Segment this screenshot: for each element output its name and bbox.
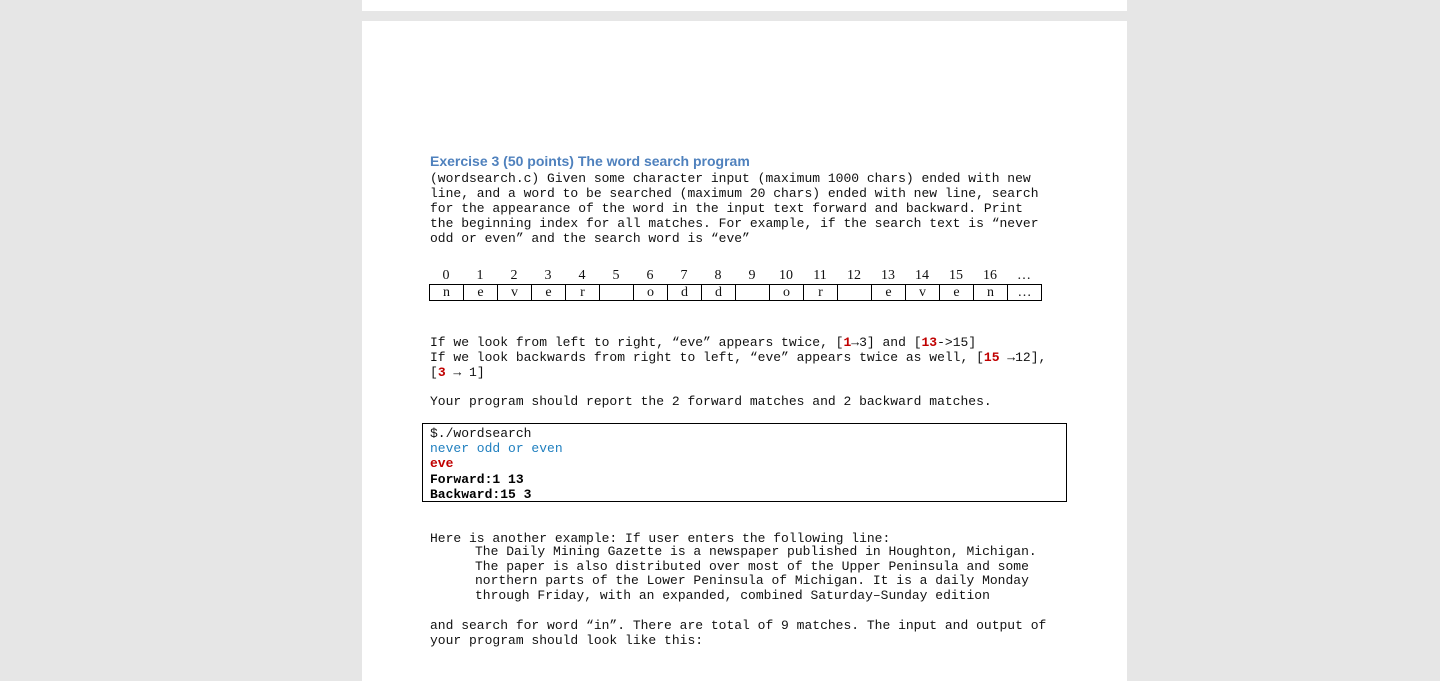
index-cell: 7: [680, 268, 688, 283]
char-cell: e: [872, 284, 906, 301]
intro-line: line, and a word to be searched (maximum 20 chars) ended with new line, search: [430, 186, 1039, 201]
text: If we look backwards from right to left, “eve” appears twice as well, [: [430, 350, 984, 365]
index-cell: 14: [915, 268, 929, 283]
explain-line: [430, 335, 1046, 350]
explanation: [430, 335, 1046, 380]
text: → 1]: [445, 365, 485, 380]
index-cell: 13: [881, 268, 895, 283]
intro-line: the beginning index for all matches. For example, if the search text is “never: [430, 216, 1039, 231]
index-cell: 10: [779, 268, 793, 283]
document-page: [362, 21, 1127, 681]
index-cell: 0: [442, 268, 450, 283]
index-cell: 8: [714, 268, 722, 283]
char-cell: d: [702, 284, 736, 301]
quote-line: The Daily Mining Gazette is a newspaper published in Houghton, Michigan.: [475, 544, 1037, 559]
highlight-index: 1: [843, 335, 852, 350]
char-cell: d: [668, 284, 702, 301]
text: [: [430, 365, 438, 380]
terminal-output-box: [422, 423, 1067, 502]
text: →3] and [: [851, 335, 922, 350]
search-line: and search for word “in”. There are total of 9 matches. The input and output of: [430, 618, 1047, 633]
index-cell: 11: [813, 268, 827, 283]
report-line: Your program should report the 2 forward matches and 2 backward matches.: [430, 394, 992, 409]
char-cell: …: [1008, 284, 1042, 301]
index-cell: 15: [949, 268, 963, 283]
index-row: [429, 267, 1041, 284]
intro-line: odd or even” and the search word is “eve”: [430, 231, 750, 246]
char-cell: [838, 284, 872, 301]
terminal-command: $./wordsearch: [430, 426, 532, 441]
search-paragraph: [430, 618, 1046, 648]
terminal-forward: Forward:1 13: [430, 471, 524, 487]
index-cell: …: [1017, 268, 1031, 283]
terminal-input-word: eve: [430, 456, 454, 472]
previous-page-bottom: [362, 0, 1127, 11]
intro-line: (wordsearch.c) Given some character input (maximum 1000 chars) ended with new: [430, 171, 1031, 186]
highlight-index: 13: [921, 335, 938, 350]
index-cell: 3: [544, 268, 552, 283]
char-cell: n: [430, 284, 464, 301]
char-cell: e: [464, 284, 498, 301]
char-cell: [600, 284, 634, 301]
terminal-backward: Backward:15 3: [430, 486, 532, 502]
quote-line: through Friday, with an expanded, combined Saturday–Sunday edition: [475, 587, 990, 603]
index-cell: 12: [847, 268, 861, 283]
char-cell: o: [634, 284, 668, 301]
search-line: your program should look like this:: [430, 633, 704, 648]
index-cell: 1: [476, 268, 484, 283]
quote-line: northern parts of the Lower Peninsula of Michigan. It is a daily Monday: [475, 573, 1029, 589]
intro-paragraph: [430, 171, 1039, 246]
index-cell: 4: [578, 268, 586, 283]
char-cell: v: [498, 284, 532, 301]
example-quote: [475, 545, 1037, 603]
char-cell: e: [532, 284, 566, 301]
char-cell: o: [770, 284, 804, 301]
char-cell: e: [940, 284, 974, 301]
text: →12],: [999, 350, 1047, 365]
explain-line: [430, 350, 1046, 365]
char-cell: n: [974, 284, 1008, 301]
char-cell: r: [566, 284, 600, 301]
text: If we look from left to right, “eve” appears twice, [: [430, 335, 844, 350]
highlight-index: 15: [983, 350, 1000, 365]
text: ->15]: [937, 335, 977, 350]
char-cell: v: [906, 284, 940, 301]
highlight-index: 3: [437, 365, 446, 380]
intro-line: for the appearance of the word in the input text forward and backward. Print: [430, 201, 1023, 216]
exercise-heading: Exercise 3 (50 points) The word search program: [430, 153, 750, 169]
quote-line: The paper is also distributed over most of the Upper Peninsula and some: [475, 558, 1029, 574]
character-row: [429, 284, 1042, 301]
char-cell: r: [804, 284, 838, 301]
char-cell: [736, 284, 770, 301]
index-cell: 9: [748, 268, 756, 283]
index-cell: 6: [646, 268, 654, 283]
terminal-input-text: never odd or even: [430, 441, 563, 457]
index-cell: 2: [510, 268, 518, 283]
explain-line: [430, 365, 1046, 380]
index-cell: 16: [983, 268, 997, 283]
another-example-intro: Here is another example: If user enters the following line:: [430, 531, 891, 546]
index-cell: 5: [612, 268, 620, 283]
